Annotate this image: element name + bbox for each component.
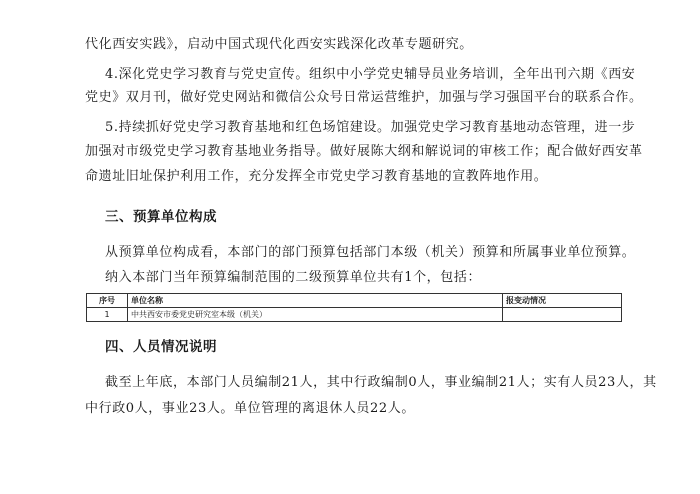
budget-units-table <box>86 293 622 322</box>
table-cell-unit-name: 中共西安市委党史研究室本级（机关） <box>128 308 503 322</box>
table-cell-change-status <box>503 308 622 322</box>
paragraph-line: 从预算单位构成看，本部门的部门预算包括部门本级（机关）预算和所属事业单位预算。 <box>105 245 636 260</box>
column-header-unit-name: 单位名称 <box>128 294 503 308</box>
paragraph-line: 5.持续抓好党史学习教育基地和红色场馆建设。加强党史学习教育基地动态管理，进一步 <box>105 120 636 135</box>
table-header-row <box>87 294 622 308</box>
column-header-index: 序号 <box>87 294 128 308</box>
section-heading-budget-units: 三、预算单位构成 <box>105 209 217 225</box>
paragraph-line: 4.深化党史学习教育与党史宣传。组织中小学党史辅导员业务培训，全年出刊六期《西安 <box>105 67 636 82</box>
paragraph-line: 加强对市级党史学习教育基地业务指导。做好展陈大纲和解说词的审核工作；配合做好西安革 <box>85 144 643 159</box>
section-heading-staffing: 四、人员情况说明 <box>105 339 217 355</box>
table-row <box>87 308 622 322</box>
column-header-change-status: 报变动情况 <box>503 294 622 308</box>
paragraph-line: 党史》双月刊，做好党史网站和微信公众号日常运营维护，加强与学习强国平台的联系合作。 <box>85 90 643 105</box>
paragraph-line: 截至上年底，本部门人员编制21人，其中行政编制0人，事业编制21人；实有人员23人，其 <box>105 375 657 390</box>
paragraph-line: 中行政0人，事业23人。单位管理的离退休人员22人。 <box>85 401 415 416</box>
paragraph-line: 纳入本部门当年预算编制范围的二级预算单位共有1个，包括： <box>105 270 482 285</box>
paragraph-line: 命遗址旧址保护利用工作，充分发挥全市党史学习教育基地的宣教阵地作用。 <box>85 169 548 184</box>
table-cell-index: 1 <box>87 308 128 322</box>
paragraph-line: 代化西安实践》，启动中国式现代化西安实践深化改革专题研究。 <box>85 37 473 52</box>
